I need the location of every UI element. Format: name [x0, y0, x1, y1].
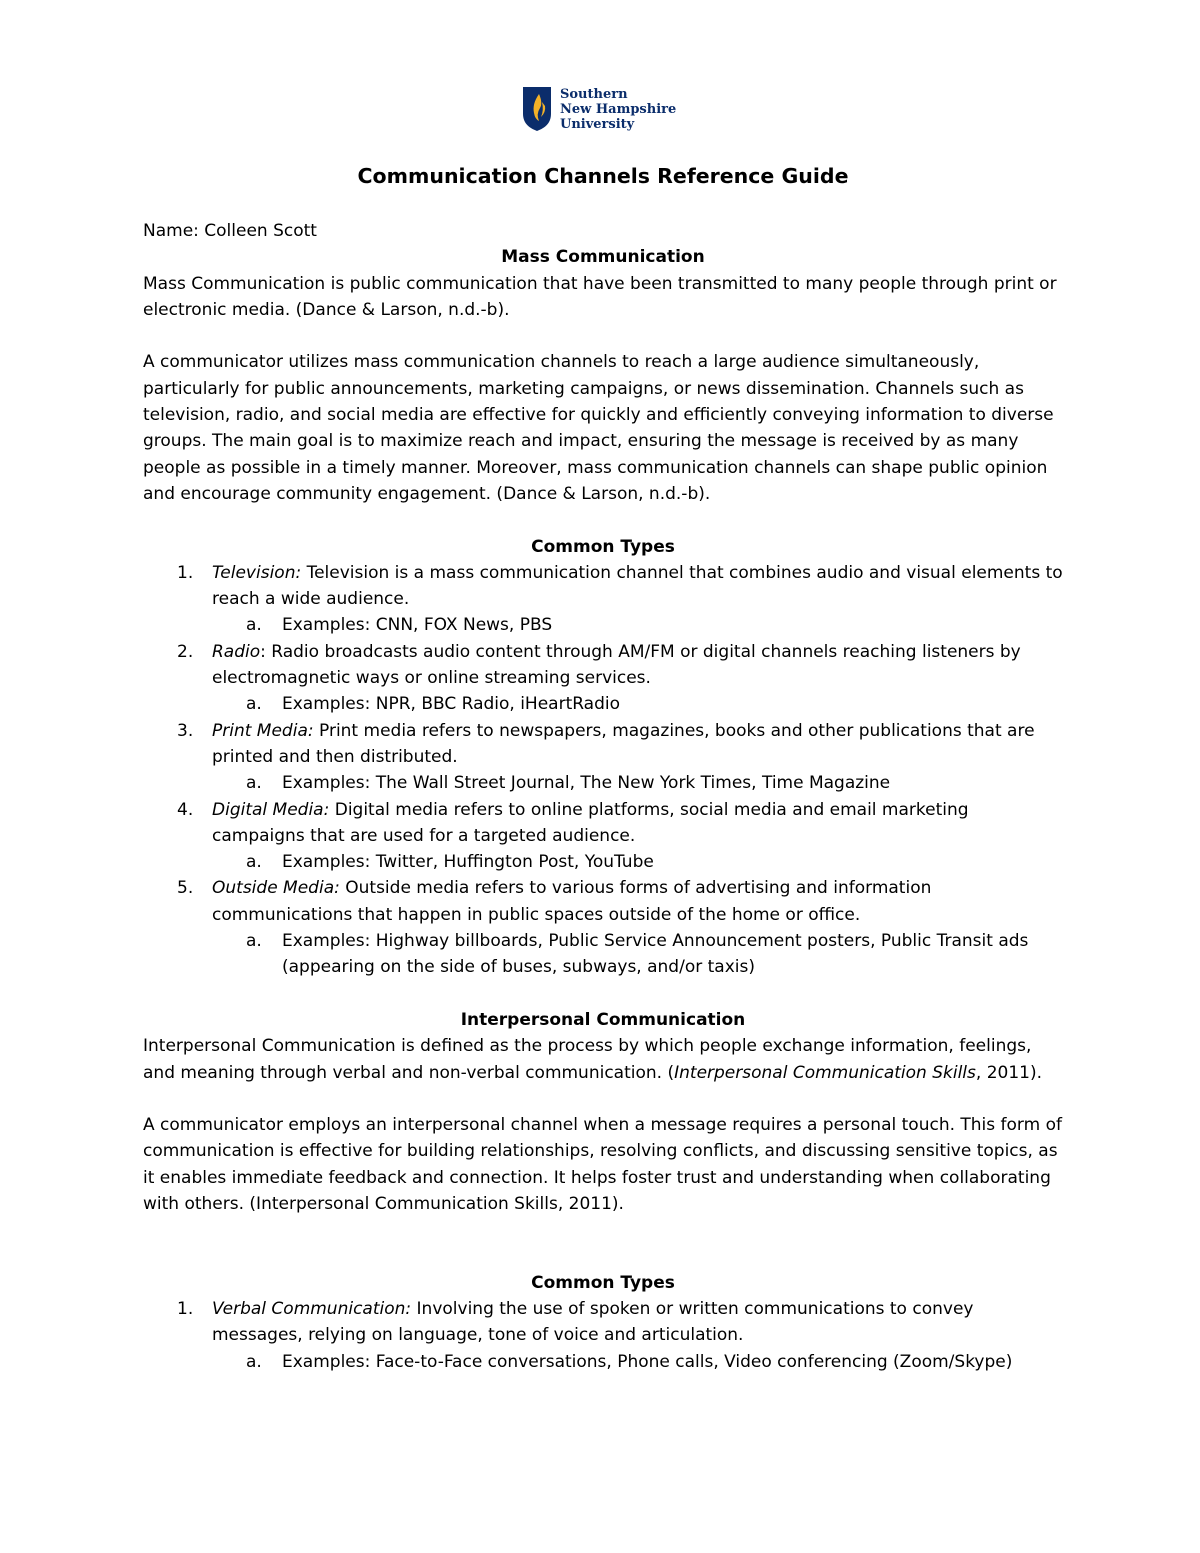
sub-list	[212, 691, 1063, 717]
interpersonal-types-heading: Common Types	[531, 1272, 675, 1293]
definition-text: , 2011).	[975, 1062, 1042, 1083]
examples-text: Examples: Face-to-Face conversations, Phone calls, Video conferencing (Zoom/Skype)	[282, 1351, 1013, 1372]
list-item	[212, 1349, 1063, 1375]
mass-types-heading: Common Types	[531, 536, 675, 557]
interpersonal-definition	[143, 1033, 1063, 1086]
type-desc: Digital media refers to online platforms, social media and email marketing campaigns that are used for a targeted audience.	[212, 799, 969, 846]
list-number: 4.	[177, 799, 194, 820]
sub-list	[212, 612, 1063, 638]
sub-list	[212, 928, 1063, 981]
list-letter: a.	[246, 931, 262, 952]
list-letter: a.	[246, 773, 262, 794]
type-term: Radio	[212, 641, 261, 662]
examples-text: Examples: Highway billboards, Public Service Announcement posters, Public Transit ads (appearing on the side of buses, subways, and/or taxis)	[282, 931, 1029, 978]
examples-text: Examples: CNN, FOX News, PBS	[282, 615, 553, 636]
interpersonal-paragraph: A communicator employs an interpersonal channel when a message requires a personal touch. This form of communication is effective for building relationships, resolving conflicts, and discussing sensitive topics, as it enables immediate feedback and connection. It helps foster trust and understanding when collaborating with others. (Interpersonal Communication Skills, 2011).	[143, 1115, 1062, 1214]
type-desc: Television is a mass communication channel that combines audio and visual elements to reach a wide audience.	[212, 562, 1063, 610]
logo-line: University	[560, 116, 635, 132]
list-item	[212, 691, 1063, 717]
logo-wordmark	[560, 87, 676, 132]
type-desc: Print media refers to newspapers, magazines, books and other publications that are printed and then distributed.	[212, 720, 1035, 767]
list-number: 5.	[177, 878, 194, 899]
list-letter: a.	[246, 852, 262, 873]
list-letter: a.	[246, 1351, 262, 1372]
type-term: Television:	[212, 562, 302, 583]
list-item	[143, 560, 1063, 639]
examples-text: Examples: Twitter, Huffington Post, YouTube	[282, 852, 654, 873]
list-item	[212, 849, 1063, 875]
mass-paragraph: A communicator utilizes mass communication channels to reach a large audience simultaneously, particularly for public announcements, marketing campaigns, or news dissemination. Channels such as television, radio, and social media are effective for quickly and efficiently conveying information to diverse groups. The main goal is to maximize reach and impact, ensuring the message is received by as many people as possible in a timely manner. Moreover, mass communication channels can shape public opinion and encourage community engagement. (Dance & Larson, n.d.-b).	[143, 352, 1054, 504]
list-item	[143, 639, 1063, 718]
definition-text: Interpersonal Communication is defined as the process by which people exchange information, feelings, and meaning through verbal and non-verbal communication. (	[143, 1036, 1032, 1083]
sub-list	[212, 770, 1063, 796]
list-letter: a.	[246, 694, 262, 715]
list-item	[143, 797, 1063, 876]
list-number: 1.	[177, 1299, 194, 1320]
type-desc: Involving the use of spoken or written communications to convey messages, relying on language, tone of voice and articulation.	[212, 1299, 974, 1346]
university-logo	[522, 84, 692, 134]
document-body	[143, 162, 1063, 1375]
examples-text: Examples: NPR, BBC Radio, iHeartRadio	[282, 694, 621, 715]
list-number: 3.	[177, 720, 194, 741]
type-term: Print Media:	[212, 720, 314, 741]
type-desc: Outside media refers to various forms of advertising and information communications that happen in public spaces outside of the home or office.	[212, 878, 932, 925]
citation-title: Interpersonal Communication Skills	[674, 1062, 976, 1083]
list-item	[143, 875, 1063, 980]
list-item	[212, 612, 1063, 638]
list-letter: a.	[246, 615, 262, 636]
list-item	[212, 770, 1063, 796]
sub-list	[212, 849, 1063, 875]
list-item	[212, 928, 1063, 981]
mass-communication-heading: Mass Communication	[501, 247, 705, 268]
list-item	[143, 1296, 1063, 1375]
logo-line: Southern	[560, 86, 628, 102]
page-title: Communication Channels Reference Guide	[357, 164, 849, 188]
student-name: Name: Colleen Scott	[143, 221, 317, 241]
examples-text: Examples: The Wall Street Journal, The New York Times, Time Magazine	[282, 773, 891, 794]
list-number: 2.	[177, 641, 194, 662]
mass-definition: Mass Communication is public communication that have been transmitted to many people through print or electronic media. (Dance & Larson, n.d.-b).	[143, 273, 1057, 320]
list-number: 1.	[177, 562, 194, 583]
type-term: Verbal Communication:	[212, 1299, 412, 1320]
type-desc: : Radio broadcasts audio content through AM/FM or digital channels reaching listeners by electromagnetic ways or online streaming services.	[212, 641, 1021, 689]
shield-flame-icon	[522, 86, 552, 132]
interpersonal-communication-heading: Interpersonal Communication	[460, 1009, 746, 1030]
logo-line: New Hampshire	[560, 101, 677, 117]
type-term: Outside Media:	[212, 878, 340, 899]
list-item	[143, 718, 1063, 797]
sub-list	[212, 1349, 1063, 1375]
interpersonal-types-list	[143, 1296, 1063, 1375]
mass-types-list	[143, 560, 1063, 981]
type-term: Digital Media:	[212, 799, 330, 820]
